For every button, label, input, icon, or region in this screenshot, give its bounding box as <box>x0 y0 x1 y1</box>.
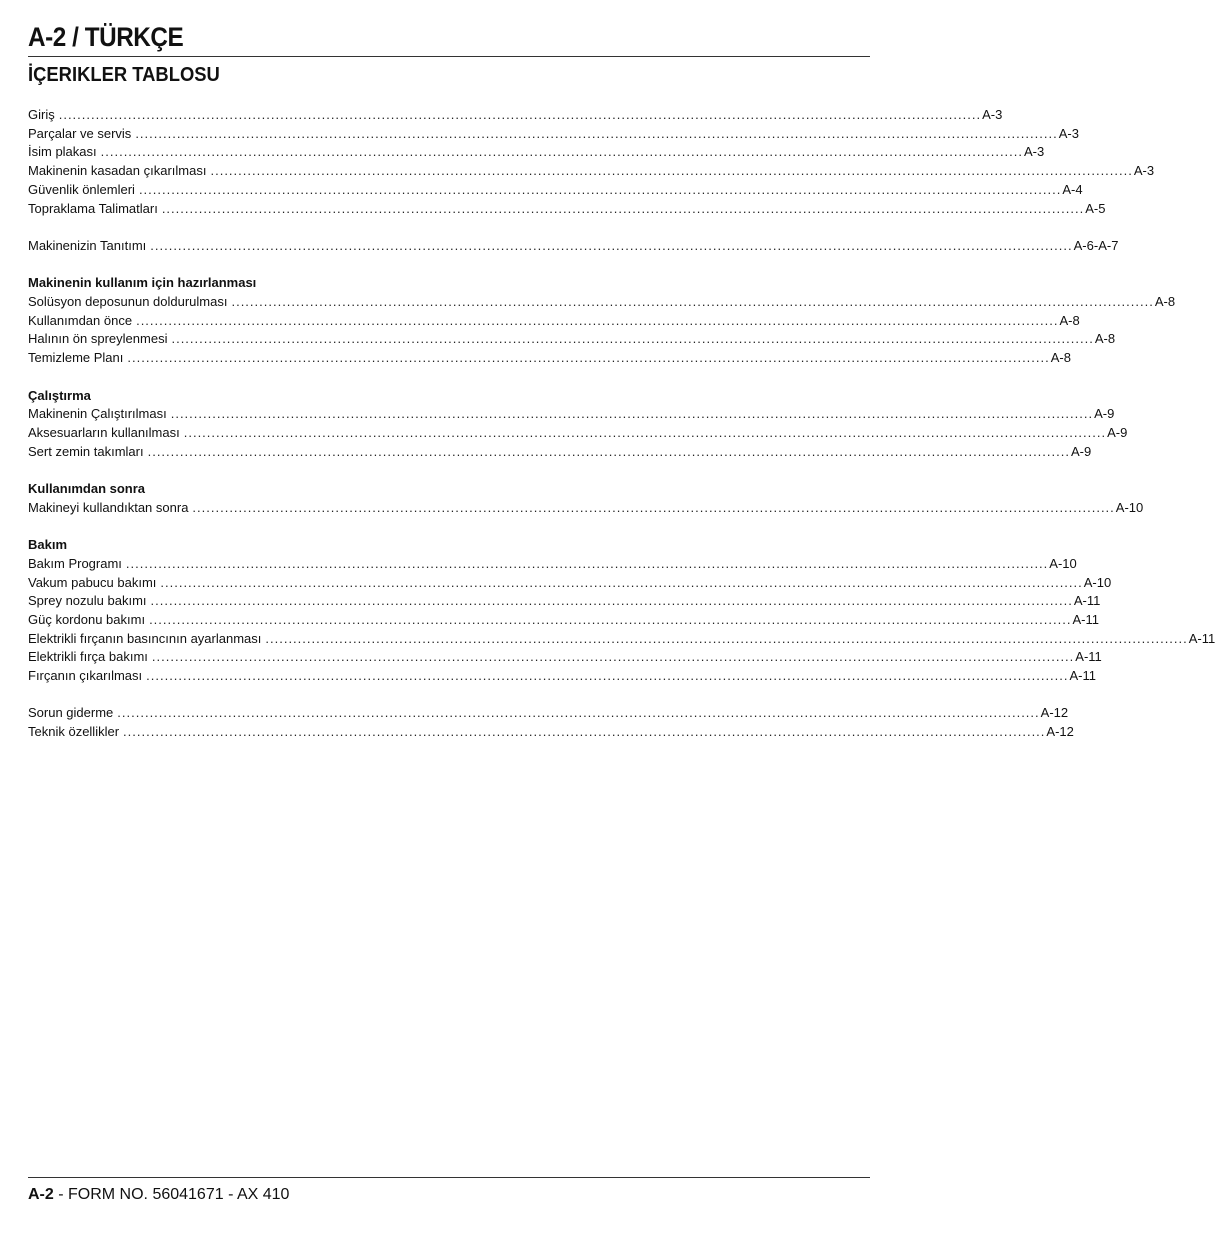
footer-page-ref: A-2 <box>28 1186 54 1203</box>
toc-entry-label: Teknik özellikler <box>28 724 120 740</box>
dot-leader: ........................................................................................................................................................................................................ <box>149 611 1072 627</box>
dot-leader: ........................................................................................................................................................................................................ <box>161 200 1085 216</box>
toc-entry[interactable] <box>28 630 1215 649</box>
dot-leader: ........................................................................................................................................................................................................ <box>160 574 1083 590</box>
dot-leader: ........................................................................................................................................................................................................ <box>136 312 1059 328</box>
toc-entry-page: A-3 <box>1058 125 1079 141</box>
toc-entry-page: A-3 <box>1133 163 1155 179</box>
footer-divider <box>28 1177 870 1178</box>
table-of-contents <box>28 106 1215 761</box>
toc-section-title: Çalıştırma <box>28 387 91 403</box>
toc-entry-label: Elektrikli fırçanın basıncının ayarlanması <box>28 630 262 646</box>
toc-entry-page: A-11 <box>1072 611 1099 627</box>
toc-entry[interactable] <box>28 555 1077 574</box>
toc-section-title: Kullanımdan sonra <box>28 481 146 496</box>
toc-entry-label: Makinenin kasadan çıkarılması <box>28 163 207 179</box>
toc-section <box>28 237 1119 256</box>
toc-entry[interactable] <box>28 667 1097 686</box>
toc-entry-label: Makinenin Çalıştırılması <box>28 406 167 422</box>
toc-entry[interactable] <box>28 162 1155 181</box>
toc-entry[interactable] <box>28 704 1069 723</box>
toc-entry-label: Elektrikli fırça bakımı <box>28 649 148 665</box>
dot-leader: ........................................................................................................................................................................................................ <box>123 724 1046 740</box>
toc-entry-page: A-11 <box>1188 630 1215 646</box>
toc-entry-page: A-11 <box>1069 668 1097 684</box>
toc-entry-label: Temizleme Planı <box>28 350 124 366</box>
toc-entry-page: A-11 <box>1075 649 1102 665</box>
toc-section <box>28 274 1176 368</box>
toc-entry[interactable] <box>28 405 1115 424</box>
dot-leader: ........................................................................................................................................................................................................ <box>183 424 1107 440</box>
toc-entry-page: A-8 <box>1094 331 1116 347</box>
toc-entry[interactable] <box>28 293 1176 312</box>
toc-entry-label: Topraklama Talimatları <box>28 200 158 216</box>
page-footer <box>28 1186 289 1204</box>
toc-entry-page: A-12 <box>1046 724 1074 740</box>
dot-leader: ........................................................................................................................................................................................................ <box>135 125 1058 141</box>
toc-entry-label: Halının ön spreylenmesi <box>28 331 168 347</box>
toc-section <box>28 704 1074 741</box>
toc-entry[interactable] <box>28 424 1128 443</box>
toc-entry-page: A-8 <box>1059 312 1080 328</box>
dot-leader: ........................................................................................................................................................................................................ <box>100 144 1024 160</box>
toc-entry-page: A-11 <box>1073 593 1101 609</box>
toc-entry-label: Makineyi kullandıktan sonra <box>28 499 189 515</box>
toc-entry-label: Sorun giderme <box>28 705 114 721</box>
toc-section <box>28 106 1155 218</box>
toc-entry-page: A-3 <box>982 107 1003 122</box>
toc-entry-label: Sprey nozulu bakımı <box>28 593 147 609</box>
dot-leader: ........................................................................................................................................................................................................ <box>117 705 1040 721</box>
dot-leader: ........................................................................................................................................................................................................ <box>138 181 1062 197</box>
toc-entry-label: Sert zemin takımları <box>28 443 144 459</box>
toc-section <box>28 387 1128 462</box>
toc-entry-label: Aksesuarların kullanılması <box>28 424 180 440</box>
toc-entry-label: Makinenizin Tanıtımı <box>28 237 147 253</box>
dot-leader: ........................................................................................................................................................................................................ <box>150 237 1073 253</box>
toc-section <box>28 480 1144 517</box>
dot-leader: ........................................................................................................................................................................................................ <box>58 107 982 122</box>
toc-entry-page: A-10 <box>1115 499 1144 515</box>
toc-entry[interactable] <box>28 125 1079 144</box>
toc-entry-page: A-10 <box>1049 555 1077 571</box>
footer-form-number: - FORM NO. 56041671 - AX 410 <box>53 1186 290 1203</box>
toc-entry-page: A-8 <box>1154 294 1176 309</box>
toc-entry-label: Vakum pabucu bakımı <box>28 574 157 590</box>
toc-entry-page: A-6-A-7 <box>1073 237 1119 253</box>
toc-entry[interactable] <box>28 349 1071 368</box>
toc-entry-label: Parçalar ve servis <box>28 125 132 141</box>
toc-entry[interactable] <box>28 143 1045 162</box>
toc-entry[interactable] <box>28 330 1116 349</box>
toc-entry[interactable] <box>28 648 1102 667</box>
dot-leader: ........................................................................................................................................................................................................ <box>170 406 1094 422</box>
toc-section-title: Makinenin kullanım için hazırlanması <box>28 275 257 291</box>
toc-entry[interactable] <box>28 611 1099 630</box>
dot-leader: ........................................................................................................................................................................................................ <box>231 294 1154 309</box>
toc-entry[interactable] <box>28 592 1101 611</box>
toc-entry-label: İsim plakası <box>28 144 97 160</box>
toc-entry[interactable] <box>28 443 1092 462</box>
toc-entry-page: A-9 <box>1070 443 1092 459</box>
toc-entry-page: A-5 <box>1085 200 1106 216</box>
toc-entry[interactable] <box>28 200 1106 219</box>
toc-entry-label: Giriş <box>28 107 55 122</box>
toc-entry[interactable] <box>28 574 1112 593</box>
toc-heading: İÇERIKLER TABLOSU <box>28 64 220 86</box>
page-title: A-2 / TÜRKÇE <box>28 22 184 52</box>
dot-leader: ........................................................................................................................................................................................................ <box>210 163 1133 179</box>
toc-entry-label: Bakım Programı <box>28 555 122 571</box>
toc-entry-page: A-4 <box>1062 181 1083 197</box>
dot-leader: ........................................................................................................................................................................................................ <box>151 649 1075 665</box>
dot-leader: ........................................................................................................................................................................................................ <box>127 350 1050 366</box>
dot-leader: ........................................................................................................................................................................................................ <box>150 593 1073 609</box>
dot-leader: ........................................................................................................................................................................................................ <box>192 499 1115 515</box>
dot-leader: ........................................................................................................................................................................................................ <box>125 555 1049 571</box>
toc-entry[interactable] <box>28 723 1074 742</box>
dot-leader: ........................................................................................................................................................................................................ <box>171 331 1094 347</box>
toc-entry-page: A-8 <box>1050 350 1071 366</box>
dot-leader: ........................................................................................................................................................................................................ <box>146 668 1069 684</box>
toc-entry-page: A-3 <box>1024 144 1045 160</box>
header-divider <box>28 56 870 57</box>
toc-entry-label: Kullanımdan önce <box>28 312 133 328</box>
toc-entry-label: Fırçanın çıkarılması <box>28 668 143 684</box>
toc-entry[interactable] <box>28 106 1003 125</box>
toc-entry-page: A-10 <box>1083 574 1112 590</box>
toc-entry[interactable] <box>28 312 1080 331</box>
toc-entry-label: Solüsyon deposunun doldurulması <box>28 294 228 309</box>
dot-leader: ........................................................................................................................................................................................................ <box>147 443 1070 459</box>
toc-entry-page: A-9 <box>1094 406 1115 422</box>
toc-entry-label: Güç kordonu bakımı <box>28 611 146 627</box>
toc-entry-page: A-9 <box>1107 424 1128 440</box>
toc-entry[interactable] <box>28 181 1083 200</box>
toc-entry[interactable] <box>28 499 1144 518</box>
toc-section-title: Bakım <box>28 537 68 553</box>
dot-leader: ........................................................................................................................................................................................................ <box>265 630 1188 646</box>
toc-entry[interactable] <box>28 237 1119 256</box>
toc-entry-label: Güvenlik önlemleri <box>28 181 135 197</box>
toc-section <box>28 536 1215 686</box>
toc-entry-page: A-12 <box>1040 705 1069 721</box>
